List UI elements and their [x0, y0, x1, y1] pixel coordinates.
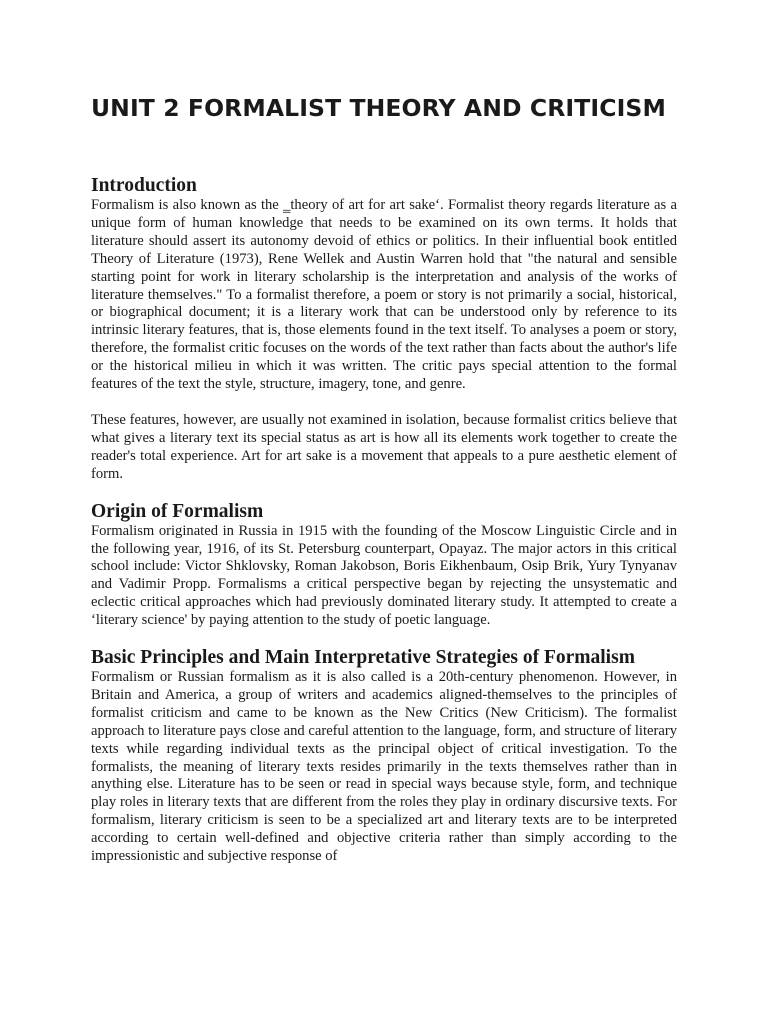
basic-principles-paragraph: Formalism or Russian formalism as it is also called is a 20th-century phenomenon. However, in Britain and America, a group of writers and academics aligned-themselves to the principles of formalist criticism and came to be known as the New Critics (New Criticism). The formalist approach to literature pays close and careful attention to the language, form, and structure of literary texts while regarding individual texts as the principal object of critical investigation. To the formalists, the meaning of literary texts resides primarily in the texts themselves rather than in anything else. Literature has to be seen or read in special ways because style, form, and technique play roles in literary texts that are different from the roles they play in ordinary discursive texts. For formalism, literary criticism is seen to be a specialized art and literary texts are to be interpreted according to certain well-defined and objective criteria rather than simply according to the impressionistic and subjective response of — [91, 669, 677, 865]
document-title: UNIT 2 FORMALIST THEORY AND CRITICISM — [91, 94, 666, 122]
document-page — [91, 0, 677, 866]
section-heading-introduction: Introduction — [91, 175, 197, 196]
introduction-paragraph-1: Formalism is also known as the ‗theory of art for art sake‘. Formalist theory regards literature as a unique form of human knowledge that needs to be examined on its own terms. It holds that literature should assert its autonomy devoid of ethics or politics. In their influential book entitled Theory of Literature (1973), Rene Wellek and Austin Warren hold that "the natural and sensible starting point for work in literary scholarship is the interpretation and analysis of the works of literature themselves." To a formalist therefore, a poem or story is not primarily a social, historical, or biographical document; it is a literary work that can be understood only by reference to its intrinsic literary features, that is, those elements found in the text itself. To analyses a poem or story, therefore, the formalist critic focuses on the words of the text rather than facts about the author's life or the historical milieu in which it was written. The critic pays special attention to the formal features of the text the style, structure, imagery, tone, and genre. — [91, 197, 677, 393]
section-heading-basic-principles: Basic Principles and Main Interpretative Strategies of Formalism — [91, 647, 635, 669]
introduction-paragraph-2: These features, however, are usually not examined in isolation, because formalist critics believe that what gives a literary text its special status as art is how all its elements work together to create the reader's total experience. Art for art sake is a movement that appeals to a pure aesthetic element of form. — [91, 411, 677, 482]
section-heading-origin: Origin of Formalism — [91, 500, 264, 522]
origin-paragraph: Formalism originated in Russia in 1915 with the founding of the Moscow Linguistic Circle and in the following year, 1916, of its St. Petersburg counterpart, Opayaz. The major actors in this critical school include: Victor Shklovsky, Roman Jakobson, Boris Eikhenbaum, Osip Brik, Yury Tynyanav and Vadimir Propp. Formalisms a critical perspective began by rejecting the unsystematic and eclectic critical approaches which had previously dominated literary study. It attempted to create a ‘literary science' by paying attention to the study of poetic language. — [91, 522, 677, 629]
